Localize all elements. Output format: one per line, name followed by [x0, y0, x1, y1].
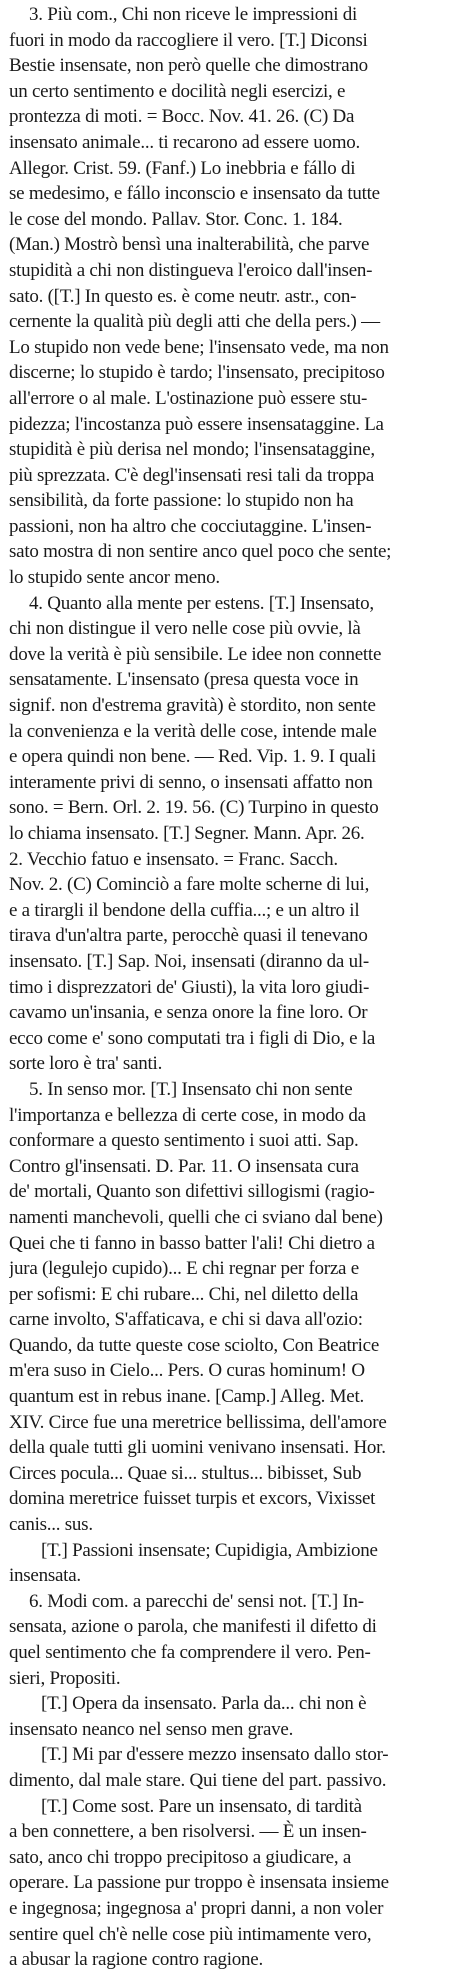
text-line: m'era suso in Cielo... Pers. O curas hominum! O	[9, 1360, 365, 1382]
text-line: Lo stupido non vede bene; l'insensato vede, ma non	[9, 336, 389, 358]
text-line: interamente privi di senno, o insensati affatto non	[9, 771, 373, 793]
text-line: de' mortali, Quanto son difettivi sillogismi (ragio-	[9, 1181, 375, 1203]
text-line: Circes pocula... Quae si... stultus... bibisset, Sub	[9, 1462, 362, 1484]
text-line: 6. Modi com. a parecchi de' sensi not. [T.] In-	[29, 1590, 364, 1612]
text-line: e a tirargli il bendone della cuffia...; e un altro il	[9, 899, 360, 921]
text-line: tirava d'un'altra parte, perocchè quasi il tenevano	[9, 925, 368, 947]
text-line: XIV. Circe fue una meretrice bellissima, dell'amore	[9, 1411, 387, 1433]
text-line: le cose del mondo. Pallav. Stor. Conc. 1. 184.	[9, 208, 343, 230]
text-line: 4. Quanto alla mente per estens. [T.] Insensato,	[29, 592, 374, 614]
text-line: sensatamente. L'insensato (presa questa voce in	[9, 669, 359, 691]
text-line: Quei che ti fanno in basso batter l'ali! Chi dietro a	[9, 1232, 375, 1254]
text-line: quel sentimento che fa comprendere il vero. Pen-	[9, 1642, 371, 1663]
text-line: (Man.) Mostrò bensì una inalterabilità, che parve	[9, 234, 370, 256]
text-line: chi non distingue il vero nelle cose più ovvie, là	[9, 618, 361, 640]
text-line: sensata, azione o parola, che manifesti il difetto di	[9, 1616, 377, 1638]
text-line: [T.] Come sost. Pare un insensato, di tardità	[41, 1795, 362, 1817]
text-line: stupidità è più derisa nel mondo; l'insensataggine,	[9, 439, 375, 461]
text-line: sato mostra di non sentire anco quel poco che sente;	[9, 541, 392, 563]
text-line: insensata.	[9, 1565, 81, 1587]
text-line: insensato animale... ti recarono ad essere uomo.	[9, 131, 360, 153]
text-line: fuori in modo da raccogliere il vero. [T.] Diconsi	[9, 29, 368, 51]
text-line: 2. Vecchio fatuo e insensato. = Franc. Sacch.	[9, 848, 338, 870]
text-line: a ben connettere, a ben risolversi. — È un insen-	[9, 1821, 367, 1843]
text-line: cavamo un'insania, e senza onore la fine loro. Or	[9, 1002, 368, 1024]
text-line: ecco come e' sono computati tra i figli di Dio, e la	[9, 1027, 376, 1049]
text-line: signif. non d'estrema gravità) è stordito, non sente	[9, 695, 376, 717]
text-line: l'importanza e bellezza di certe cose, in modo da	[9, 1104, 366, 1126]
text-line: passioni, non ha altro che cocciutaggine. L'insen-	[9, 515, 372, 537]
text-line: [T.] Mi par d'essere mezzo insensato dallo stor-	[41, 1744, 389, 1766]
text-line: lo chiama insensato. [T.] Segner. Mann. Apr. 26.	[9, 823, 365, 844]
text-line: sentire quel ch'è nelle cose più intimamente vero,	[9, 1923, 372, 1945]
text-line: conformare a questo sentimento i suoi atti. Sap.	[9, 1130, 359, 1152]
text-line: Quando, da tutte queste cose sciolto, Con Beatrice	[9, 1334, 380, 1356]
text-line: un certo sentimento e docilità negli esercizi, e	[9, 80, 346, 102]
text-line: operare. La passione pur troppo è insensata insieme	[9, 1872, 389, 1894]
text-line: timo i disprezzatori de' Giusti), la vita loro giudi-	[9, 976, 370, 998]
text-line: 5. In senso mor. [T.] Insensato chi non sente	[29, 1078, 353, 1100]
text-line: sato. ([T.] In questo es. è come neutr. astr., con-	[9, 285, 357, 307]
text-line: lo stupido sente ancor meno.	[9, 567, 220, 589]
text-line: [T.] Passioni insensate; Cupidigia, Ambizione	[41, 1539, 378, 1561]
text-line: Contro gl'insensati. D. Par. 11. O insensata cura	[9, 1155, 359, 1177]
text-line: Nov. 2. (C) Cominciò a fare molte scherne di lui,	[9, 874, 370, 896]
text-line: sorte loro è tra' santi.	[9, 1053, 163, 1075]
text-line: namenti manchevoli, quelli che ci sviano dal bene)	[9, 1206, 383, 1228]
text-line: se medesimo, e fállo inconscio e insensato da tutte	[9, 183, 380, 205]
text-line: e ingegnosa; ingegnosa a' propri danni, a non voler	[9, 1897, 384, 1919]
text-line: insensato. [T.] Sap. Noi, insensati (diranno da ul-	[9, 950, 369, 972]
text-line: sieri, Propositi.	[9, 1667, 121, 1689]
text-line: quantum est in rebus inane. [Camp.] Alleg. Met.	[9, 1386, 364, 1408]
text-line: Bestie insensate, non però quelle che dimostrano	[9, 55, 368, 77]
text-line: più sprezzata. C'è degl'insensati resi tali da troppa	[9, 464, 375, 486]
text-line: sono. = Bern. Orl. 2. 19. 56. (C) Turpino in questo	[9, 797, 379, 819]
text-line: [T.] Opera da insensato. Parla da... chi non è	[41, 1693, 367, 1715]
text-line: Allegor. Crist. 59. (Fanf.) Lo inebbria e fállo di	[9, 157, 356, 179]
text-line: stupidità a chi non distingueva l'eroico dall'insen-	[9, 259, 373, 281]
text-line: jura (legulejo cupido)... E chi regnar per forza e	[9, 1258, 359, 1280]
text-line: per sofismi: E chi rubare... Chi, nel diletto della	[9, 1283, 359, 1305]
text-line: prontezza di moti. = Bocc. Nov. 41. 26. (C) Da	[9, 106, 355, 128]
text-line: a abusar la ragione contro ragione.	[9, 1949, 263, 1971]
text-line: domina meretrice fuisset turpis et excors, Vixisset	[9, 1488, 376, 1510]
text-line: 3. Più com., Chi non riceve le impressioni di	[29, 4, 358, 25]
text-line: pidezza; l'incostanza può essere insensataggine. La	[9, 413, 384, 435]
text-line: cernente la qualità più degli atti che della pers.) —	[9, 311, 380, 333]
text-line: dimento, dal male stare. Qui tiene del part. passivo.	[9, 1769, 387, 1791]
text-line: insensato neanco nel senso men grave.	[9, 1718, 294, 1740]
text-line: all'errore o al male. L'ostinazione può essere stu-	[9, 387, 368, 409]
text-line: sensibilità, da forte passione: lo stupido non ha	[9, 490, 354, 512]
text-line: carne involto, S'affaticava, e chi si dava all'ozio:	[9, 1309, 363, 1331]
text-line: sato, anco chi troppo precipitoso a giudicare, a	[9, 1846, 352, 1868]
text-line: della quale tutti gli uomini venivano insensati. Hor.	[9, 1437, 386, 1459]
text-line: canis... sus.	[9, 1514, 93, 1536]
text-line: dove la verità è più sensibile. Le idee non connette	[9, 643, 382, 665]
text-line: e opera quindi non bene. — Red. Vip. 1. 9. I quali	[9, 746, 376, 768]
text-line: discerne; lo stupido è tardo; l'insensato, precipitoso	[9, 362, 385, 384]
text-line: la convenienza e la verità delle cose, intende male	[9, 720, 377, 742]
